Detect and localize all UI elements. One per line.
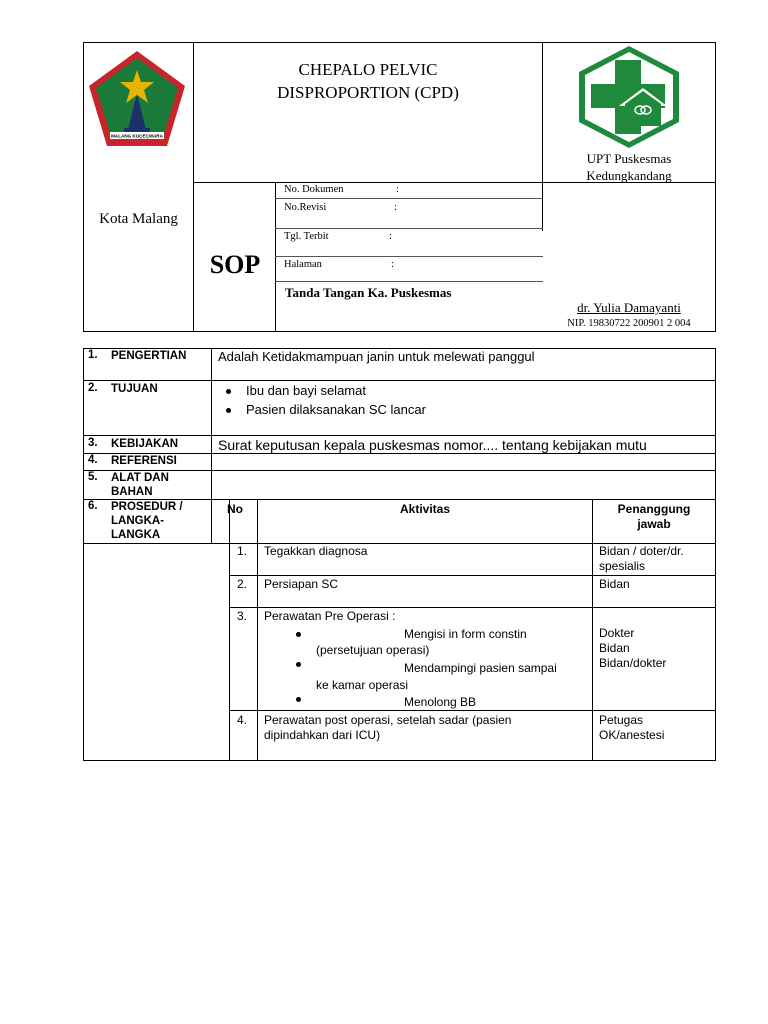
- org-line-2: Kedungkandang: [586, 168, 672, 183]
- section-1-number: 1.: [88, 349, 98, 361]
- pre-op-item-2-line-2: ke kamar operasi: [316, 678, 409, 692]
- section-4-label: REFERENSI: [111, 455, 177, 467]
- procedure-row-1-no: 1.: [237, 544, 248, 558]
- procedure-row-4-pic-line-1: Petugas: [599, 713, 644, 727]
- procedure-row-4-activity-line-2: dipindahkan dari ICU): [264, 728, 381, 742]
- pre-op-item-3-line-1: Menolong BB: [404, 695, 477, 709]
- section-3-text: Surat keputusan kepala puskesmas nomor.... tentang kebijakan mutu: [218, 437, 647, 453]
- section-6-label-line-2: LANGKA-: [111, 515, 165, 527]
- meta-label-revision: No.Revisi: [284, 202, 327, 213]
- puskesmas-logo: [575, 44, 683, 150]
- meta-colon-doc-no: :: [396, 184, 399, 195]
- procedure-row-2-activity: Persiapan SC: [264, 577, 339, 591]
- section-5-number: 5.: [88, 471, 98, 483]
- section-5-label: [111, 471, 169, 499]
- procedure-row-4-activity-line-1: Perawatan post operasi, setelah sadar (pasien: [264, 713, 512, 727]
- column-header-pic-line-1: Penanggung: [617, 502, 691, 516]
- procedure-row-3-pic-line-2: Bidan: [599, 641, 630, 655]
- meta-label-page: Halaman: [284, 259, 322, 270]
- section-2-label: TUJUAN: [111, 383, 158, 395]
- sop-label: SOP: [209, 250, 261, 279]
- procedure-row-1-pic-line-2: spesialis: [599, 559, 646, 573]
- procedure-row-2-no: 2.: [237, 577, 248, 591]
- bullet-icon: [226, 389, 231, 394]
- pre-op-item-2-line-1: Mendampingi pasien sampai: [404, 661, 557, 675]
- section-3-label: KEBIJAKAN: [111, 438, 179, 450]
- section-1-label: PENGERTIAN: [111, 350, 187, 362]
- column-header-pic: [593, 502, 715, 532]
- procedure-row-4-pic: [599, 713, 664, 743]
- procedure-row-4-no: 4.: [237, 713, 248, 727]
- document-title: [195, 58, 541, 104]
- section-5-label-line-2: BAHAN: [111, 486, 153, 498]
- section-5-label-line-1: ALAT DAN: [111, 472, 169, 484]
- section-6-label: [111, 500, 183, 542]
- title-line-1: CHEPALO PELVIC: [298, 60, 438, 79]
- procedure-row-1-activity: Tegakkan diagnosa: [264, 544, 368, 558]
- goal-item-2: Pasien dilaksanakan SC lancar: [246, 402, 426, 417]
- column-header-no: No: [227, 502, 243, 516]
- signer-nip: NIP. 19830722 200901 2 004: [567, 318, 691, 329]
- procedure-row-4-activity: [264, 713, 511, 743]
- org-line-1: UPT Puskesmas: [586, 151, 672, 166]
- column-header-pic-line-2: jawab: [637, 517, 671, 531]
- bullet-icon: [296, 697, 301, 702]
- city-label: Kota Malang: [99, 211, 178, 227]
- section-6-label-line-3: LANGKA: [111, 529, 161, 541]
- procedure-row-3-pic: [599, 626, 666, 671]
- column-header-activity: Aktivitas: [399, 502, 451, 516]
- meta-colon-revision: :: [394, 202, 397, 213]
- goal-item-1: Ibu dan bayi selamat: [246, 383, 366, 398]
- section-1-text: Adalah Ketidakmampuan janin untuk melewati panggul: [218, 349, 535, 364]
- section-6-label-line-1: PROSEDUR /: [111, 501, 183, 513]
- pre-op-item-1-line-2: (persetujuan operasi): [316, 643, 430, 657]
- signature-label: Tanda Tangan Ka. Puskesmas: [285, 285, 452, 300]
- title-line-2: DISPROPORTION (CPD): [277, 83, 459, 102]
- procedure-row-3-pic-line-3: Bidan/dokter: [599, 656, 667, 670]
- meta-label-doc-no: No. Dokumen: [284, 184, 344, 195]
- section-2-number: 2.: [88, 382, 98, 394]
- procedure-row-4-pic-line-2: OK/anestesi: [599, 728, 665, 742]
- section-3-number: 3.: [88, 437, 98, 449]
- procedure-row-1-pic-line-1: Bidan / doter/dr.: [599, 544, 684, 558]
- procedure-row-2-pic: Bidan: [599, 577, 630, 591]
- section-6-number: 6.: [88, 500, 98, 512]
- pre-op-item-1-line-1: Mengisi in form constin: [404, 627, 527, 641]
- bullet-icon: [296, 632, 301, 637]
- meta-label-issue-date: Tgl. Terbit: [284, 231, 329, 242]
- section-4-number: 4.: [88, 454, 98, 466]
- organization-name: [543, 150, 715, 184]
- procedure-row-3-pic-line-1: Dokter: [599, 626, 635, 640]
- logo-motto: MALANG KUÇEÇWARA: [111, 133, 163, 139]
- bullet-icon: [226, 408, 231, 413]
- kota-malang-logo: [86, 48, 188, 150]
- meta-colon-issue-date: :: [389, 231, 392, 242]
- meta-colon-page: :: [391, 259, 394, 270]
- procedure-row-1-pic: [599, 544, 684, 574]
- procedure-row-3-activity: Perawatan Pre Operasi :: [264, 609, 396, 623]
- signer-name: dr. Yulia Damayanti: [577, 300, 681, 315]
- procedure-row-3-no: 3.: [237, 609, 248, 623]
- bullet-icon: [296, 662, 301, 667]
